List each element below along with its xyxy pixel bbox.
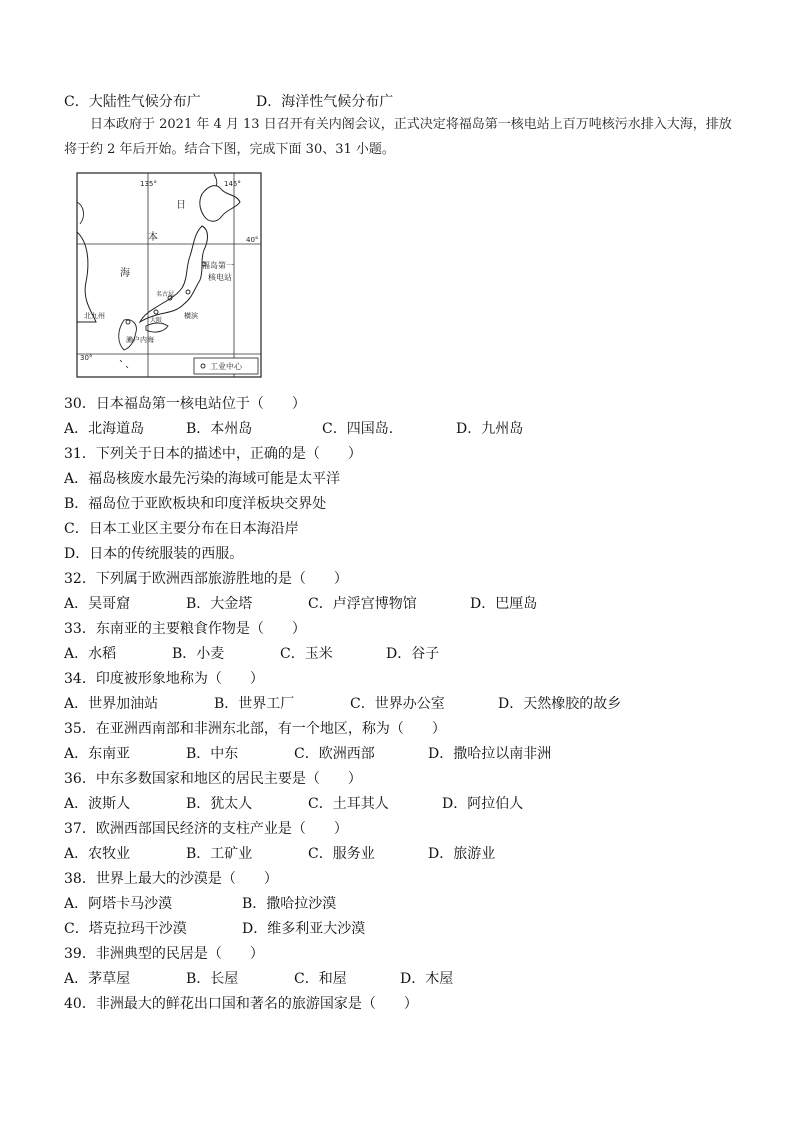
option-d: D．阿拉伯人 [442,796,524,812]
option-c: C．塔克拉玛干沙漠 [64,921,187,937]
question-31-option-b: B．福岛位于亚欧板块和印度洋板块交界处 [64,496,327,512]
option-d: D．谷子 [386,646,440,662]
option-b: B．工矿业 [186,846,253,862]
option-a: A．波斯人 [64,796,131,812]
option-a: A．东南亚 [64,746,131,762]
option-d: D．巴厘岛 [470,596,538,612]
fukushima-label-1: 福岛第一 [202,261,234,270]
sea-label-ben: 本 [148,232,158,243]
sea-label-hai: 海 [120,268,130,279]
intro-text: 日本政府于 2021 年 4 月 13 日召开有关内阁会议，正式决定将福岛第一核电站上百万吨核污水排入大海，排放将于约 2 年后开始。结合下图，完成下面 30、31 小题。 [64,117,732,157]
option-c: C．卢浮宫博物馆 [308,596,417,612]
question-37-stem: 37．欧洲西部国民经济的支柱产业是（ ） [64,821,348,837]
option-c: C．土耳其人 [308,796,389,812]
seto-label: 濑户内海 [126,336,154,344]
question-31-stem: 31．下列关于日本的描述中，正确的是（ ） [64,446,362,462]
option-b: B．世界工厂 [214,696,295,712]
osaka-label: 大阪 [150,317,163,324]
option-a: A．农牧业 [64,846,131,862]
question-30-stem: 30．日本福岛第一核电站位于（ ） [64,396,306,412]
nagoya-label: 名古屋 [156,291,175,298]
lat-label-40: 40° [246,236,259,244]
option-b: B．大金塔 [186,596,253,612]
option-a: A．世界加油站 [64,696,159,712]
question-31-option-c: C．日本工业区主要分布在日本海沿岸 [64,521,299,537]
question-34-stem: 34．印度被形象地称为（ ） [64,671,264,687]
option-a: A．阿塔卡马沙漠 [64,896,173,912]
option-a: A．北海道岛 [64,421,145,437]
option-c: C．服务业 [308,846,375,862]
japan-map [76,172,262,378]
option-b: B．小麦 [172,646,225,662]
question-31-option-a: A．福岛核废水最先污染的海域可能是太平洋 [64,471,341,487]
question-36-stem: 36．中东多数国家和地区的居民主要是（ ） [64,771,362,787]
question-38-stem: 38．世界上最大的沙漠是（ ） [64,871,278,887]
option-d: D．木屋 [400,971,454,987]
option-c: C．世界办公室 [350,696,445,712]
question-40-stem: 40．非洲最大的鲜花出口国和著名的旅游国家是（ ） [64,996,418,1012]
option-b: B．撒哈拉沙漠 [242,896,337,912]
question-32-stem: 32．下列属于欧洲西部旅游胜地的是（ ） [64,571,348,587]
fukushima-label-2: 核电站 [208,273,232,282]
sea-label-ri: 日 [176,200,186,211]
lat-label-30: 30° [80,354,93,362]
intro-paragraph [64,112,734,162]
kyushu-label: 北九州 [84,312,105,320]
option-c: C．四国岛. [322,421,394,437]
yokohama-label: 横滨 [184,312,198,320]
option-d: D．旅游业 [428,846,496,862]
option-d: D．维多利亚大沙漠 [242,921,366,937]
option-b: B．本州岛 [186,421,253,437]
option-a: A．吴哥窟 [64,596,131,612]
question-33-stem: 33．东南亚的主要粮食作物是（ ） [64,621,306,637]
option-c: C．欧洲西部 [294,746,375,762]
option-c: C．和屋 [294,971,347,987]
option-a: A．水稻 [64,646,117,662]
lon-label-145: 145° [224,180,241,188]
option-c: C．大陆性气候分布广 [64,94,201,110]
option-d: D．九州岛 [456,421,524,437]
option-d: D．海洋性气候分布广 [256,94,394,110]
option-a: A．茅草屋 [64,971,131,987]
option-b: B．犹太人 [186,796,253,812]
question-35-stem: 35．在亚洲西南部和非洲东北部，有一个地区，称为（ ） [64,721,446,737]
lon-label-135: 135° [140,180,157,188]
question-39-stem: 39．非洲典型的民居是（ ） [64,946,264,962]
option-b: B．长屋 [186,971,239,987]
option-d: D．撒哈拉以南非洲 [428,746,552,762]
legend-label: 工业中心 [210,362,242,371]
option-d: D．天然橡胶的故乡 [498,696,622,712]
question-31-option-d: D．日本的传统服装的西服。 [64,546,244,562]
option-c: C．玉米 [280,646,333,662]
option-b: B．中东 [186,746,239,762]
